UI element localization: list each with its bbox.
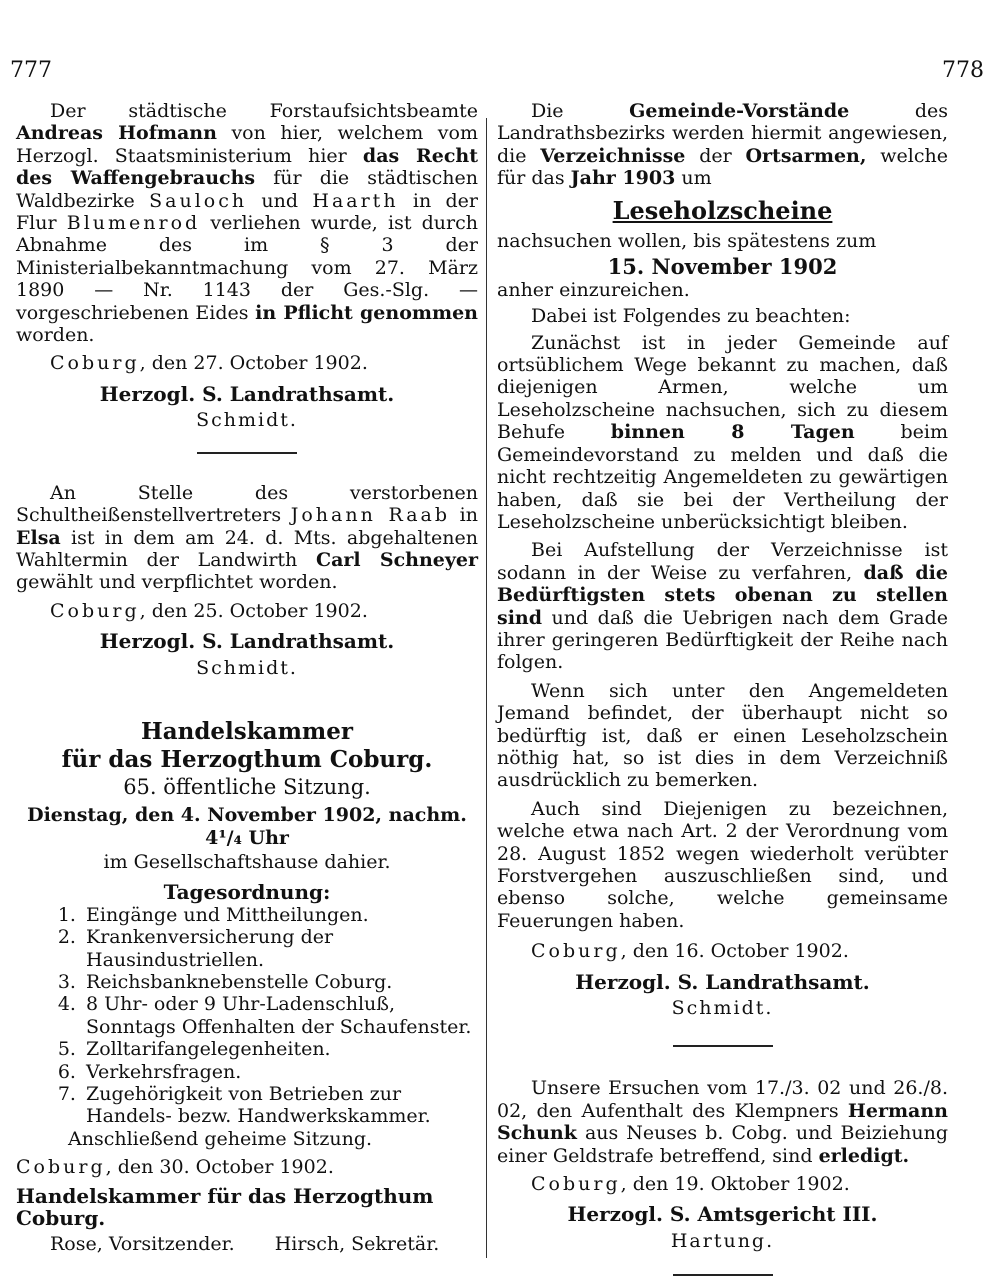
paragraph — [497, 332, 948, 534]
signer: Schmidt. — [196, 409, 298, 432]
emphasis: Ortsarmen, — [745, 144, 867, 167]
text: verliehen wurde, ist durch Abnahme des im § 3 der Ministerialbekanntmachung vom 27. März 1890 — Nr. 1143 der Ges.-Slg. — vorgeschriebenen Eides — [16, 212, 478, 324]
text: in der Flur — [16, 189, 479, 235]
date-line — [497, 940, 948, 962]
separator-rule — [197, 452, 297, 454]
date-place: Coburg — [50, 599, 140, 622]
emphasis: erledigt. — [818, 1144, 910, 1167]
date-line — [16, 600, 478, 622]
agenda-item: 2. Krankenversicherung der Hausindustriellen. — [82, 926, 478, 971]
text: Bei Aufstellung der Verzeichnisse ist sodann in der Weise zu verfahren, — [497, 539, 948, 584]
page-number-left: 777 — [10, 58, 52, 83]
agenda-item: 5. Zolltarifangelegenheiten. — [82, 1038, 478, 1060]
date-line — [497, 1173, 948, 1195]
signatures — [16, 1233, 478, 1255]
place-haarth: Haarth — [312, 189, 399, 212]
text: ist in dem am 24. d. Mts. abgehaltenen Wahltermin der Landwirth — [16, 526, 478, 571]
text: Die — [531, 100, 630, 122]
session-datetime: Dienstag, den 4. November 1902, nachm. 4¹/₄ Uhr — [27, 804, 467, 849]
session-title: 65. öffentliche Sitzung. — [123, 774, 371, 799]
notice-ortsarmen — [497, 100, 948, 190]
text: und — [247, 189, 313, 212]
place-sauloch: Sauloch — [149, 189, 248, 212]
text: gewählt und verpflichtet worden. — [16, 571, 338, 594]
date-text: , den 19. Oktober 1902. — [620, 1173, 850, 1196]
date-line — [16, 352, 478, 374]
agenda-list — [16, 904, 478, 1128]
text: Zunächst ist in jeder Gemeinde auf ortsüblichem Wege bekannt zu machen, daß diejenigen Armen, welche um Leseholzscheine nachsuchen, sich zu diesem Behufe — [497, 331, 948, 444]
notice-forest-officer — [16, 100, 478, 346]
paragraph — [497, 539, 948, 673]
authority-amtsgericht: Herzogl. S. Amtsgericht III. — [567, 1202, 878, 1227]
text: An Stelle des verstorbenen Schultheißenstellvertreters — [16, 481, 478, 527]
authority-landrathsamt: Herzogl. S. Landrathsamt. — [99, 629, 395, 654]
signer-rose: Rose, Vorsitzender. — [50, 1233, 235, 1256]
text: aus Neuses b. Cobg. und Beiziehung einer Geldstrafe betreffend, sind — [497, 1122, 948, 1167]
signer: Schmidt. — [671, 997, 774, 1020]
date-text: , den 16. October 1902. — [620, 940, 849, 963]
text: und daß die Uebrigen nach dem Grade ihrer geringeren Bedürftigkeit der Reihe nach folgen. — [497, 606, 948, 674]
name-raab: Johann Raab — [290, 504, 451, 527]
text: der — [685, 144, 746, 167]
emphasis: binnen 8 Tagen — [610, 421, 855, 444]
authority-handelskammer: Handelskammer für das Herzogthum Coburg. — [16, 1183, 434, 1231]
emphasis: Verzeichnisse — [540, 144, 686, 167]
date-place: Coburg — [531, 940, 621, 963]
agenda-item: 1. Eingänge und Mittheilungen. — [82, 904, 478, 926]
place-elsa: Elsa — [16, 526, 61, 549]
emphasis: Gemeinde-Vorstände — [629, 100, 850, 122]
text: beim Gemeindevorstand zu melden und daß die nicht rechtzeitig Angemeldeten zu gewärtigen haben, daß sie bei der Vertheilung der Leseholzscheine unberücksichtigt bleiben. — [497, 421, 948, 533]
date-place: Coburg — [531, 1173, 621, 1196]
agenda-item: 3. Reichsbanknebenstelle Coburg. — [82, 971, 478, 993]
agenda-item: 7. Zugehörigkeit von Betrieben zur Handels- bezw. Handwerkskammer. — [82, 1083, 478, 1128]
text: für die städtischen Waldbezirke — [16, 167, 478, 212]
place-blumenrod: Blumenrod — [66, 212, 201, 235]
signer: Schmidt. — [196, 656, 298, 679]
agenda-title: Tagesordnung: — [163, 880, 331, 905]
right-column — [497, 100, 948, 1276]
name-schneyer: Carl Schneyer — [315, 548, 479, 571]
text: von hier, welchem vom Herzogl. Staatsministerium hier — [16, 122, 478, 167]
date-line — [16, 1156, 478, 1178]
date-text: , den 27. October 1902. — [139, 352, 368, 375]
text: um — [675, 167, 712, 190]
deadline: 15. November 1902 — [607, 254, 838, 280]
text: welche für das — [497, 144, 948, 190]
emphasis: in Pflicht genommen — [255, 301, 478, 324]
emphasis: das Recht des Waffengebrauchs — [16, 144, 478, 190]
text-line: anher einzureichen. — [497, 278, 690, 301]
date-text: , den 30. October 1902. — [105, 1156, 334, 1179]
emphasis: Jahr 1903 — [570, 167, 676, 190]
signer: Hartung. — [670, 1229, 775, 1252]
text: Unsere Ersuchen vom 17./3. 02 und 26./8. 02, den Aufenthalt des Klempners — [497, 1077, 948, 1122]
signer-hirsch: Hirsch, Sekretär. — [274, 1233, 440, 1256]
authority-landrathsamt: Herzogl. S. Landrathsamt. — [575, 969, 870, 994]
session-location: im Gesellschaftshause dahier. — [103, 850, 391, 873]
agenda-item: 4. 8 Uhr- oder 9 Uhr-Ladenschluß, Sonntags Offenhalten der Schaufenster. — [82, 993, 478, 1038]
separator-rule — [673, 1045, 773, 1047]
agenda-closing: Anschließend geheime Sitzung. — [68, 1127, 373, 1150]
text: worden. — [16, 324, 95, 347]
title-leseholzscheine: Leseholzscheine — [612, 195, 833, 225]
notice-schultheiss — [16, 482, 478, 594]
date-place: Coburg — [16, 1156, 106, 1179]
page-number-right: 778 — [942, 58, 984, 83]
paragraph: Wenn sich unter den Angemeldeten Jemand befindet, der überhaupt nicht so bedürftig ist, daß er einen Leseholzschein nöthig hat, so ist dies in dem Verzeichniß ausdrücklich zu bemerken. — [497, 679, 948, 792]
heading-herzogthum: für das Herzogthum Coburg. — [61, 746, 433, 774]
authority-landrathsamt: Herzogl. S. Landrathsamt. — [99, 381, 395, 406]
paragraph: Dabei ist Folgendes zu beachten: — [531, 305, 851, 328]
emphasis: daß die Bedürftigsten stets obenan zu stellen sind — [497, 561, 948, 629]
name-hofmann: Andreas Hofmann — [16, 122, 217, 145]
separator-rule — [673, 1274, 773, 1276]
left-column — [16, 100, 478, 1256]
text: in — [450, 504, 478, 527]
heading-handelskammer: Handelskammer — [140, 717, 354, 745]
date-text: , den 25. October 1902. — [139, 599, 368, 622]
column-divider — [486, 118, 487, 1258]
date-place: Coburg — [50, 352, 140, 375]
name-schunk: Hermann Schunk — [497, 1099, 948, 1145]
text-line: nachsuchen wollen, bis spätestens zum — [497, 230, 877, 253]
agenda-item: 6. Verkehrsfragen. — [82, 1061, 478, 1083]
notice-amtsgericht — [497, 1077, 948, 1167]
paragraph: Auch sind Diejenigen zu bezeichnen, welche etwa nach Art. 2 der Verordnung vom 28. August 1852 wegen wiederholt verübter Forstvergehen auszuschließen sind, und ebenso solche, welche gemeinsame Feuerungen haben. — [497, 797, 948, 932]
text: des Landrathsbezirks werden hiermit angewiesen, die — [497, 100, 948, 167]
text: Der städtische Forstaufsichtsbeamte — [50, 100, 478, 122]
